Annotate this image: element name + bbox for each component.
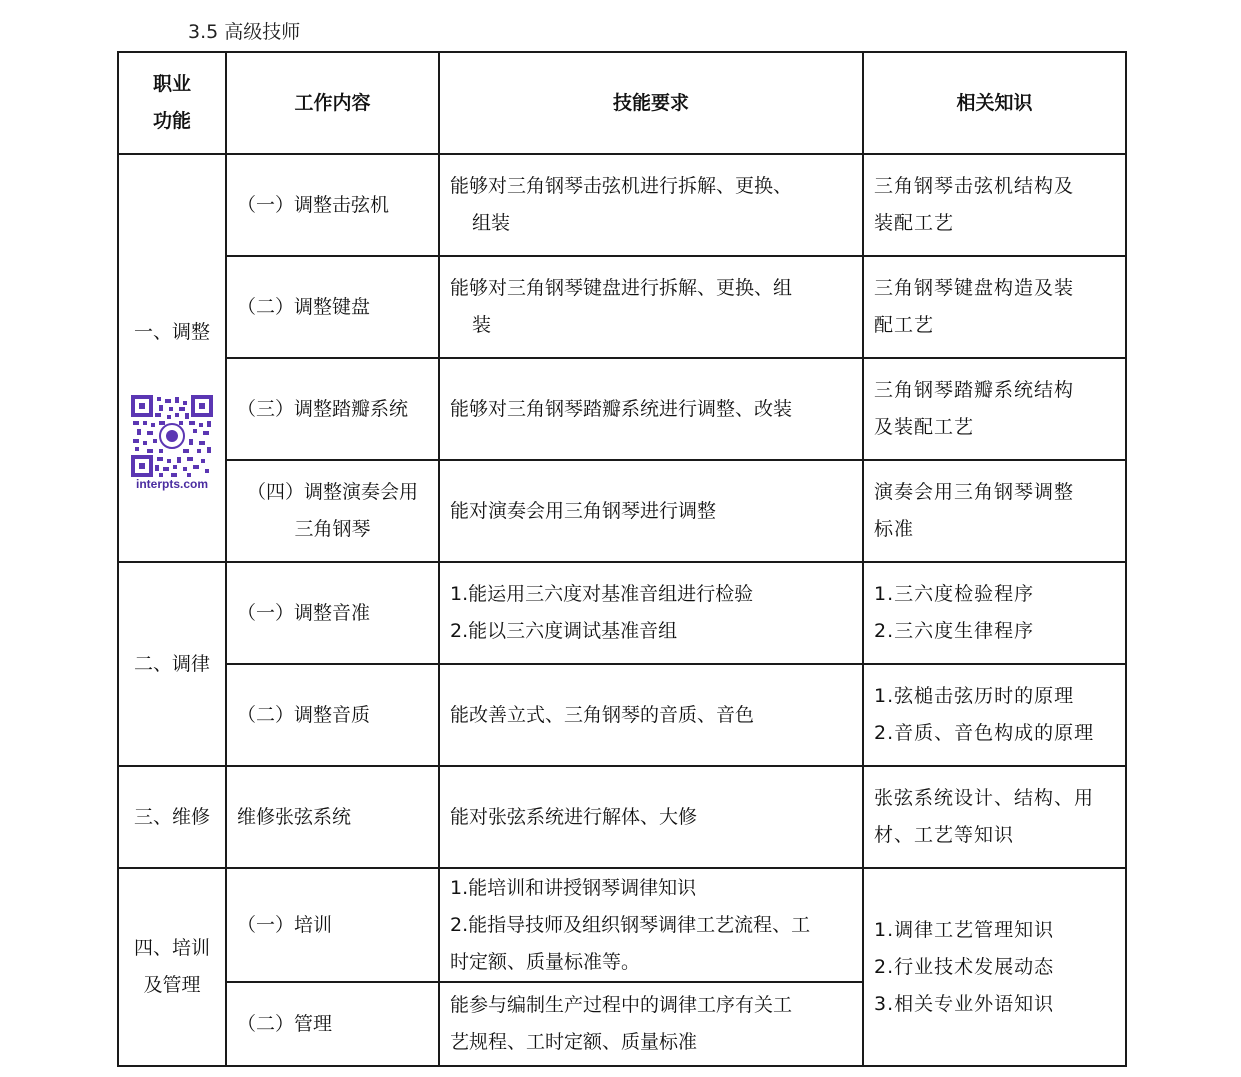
- content-cell: （二）调整键盘: [226, 256, 439, 358]
- table-row: [118, 154, 1126, 256]
- content-cell: （三）调整踏瓣系统: [226, 358, 439, 460]
- knowledge-cell: 1.三六度检验程序 2.三六度生律程序: [863, 562, 1126, 664]
- table-row: [118, 664, 1126, 766]
- content-cell: （一）培训: [226, 868, 439, 982]
- skill-cell: 能够对三角钢琴踏瓣系统进行调整、改装: [439, 358, 863, 460]
- content-cell: （一）调整击弦机: [226, 154, 439, 256]
- skill-cell: 1.能运用三六度对基准音组进行检验 2.能以三六度调试基准音组: [439, 562, 863, 664]
- section-title: 3.5 高级技师: [188, 21, 301, 43]
- header-function: 职业 功能: [118, 52, 226, 154]
- function-cell: 二、调律: [118, 562, 226, 766]
- header-content: 工作内容: [226, 52, 439, 154]
- table-row: [118, 256, 1126, 358]
- table-row: [118, 358, 1126, 460]
- qr-code-watermark: [130, 395, 214, 491]
- function-cell: 三、维修: [118, 766, 226, 868]
- table-row: [118, 766, 1126, 868]
- knowledge-cell: 张弦系统设计、结构、用 材、工艺等知识: [863, 766, 1126, 868]
- content-cell: （二）管理: [226, 982, 439, 1066]
- function-cell: 四、培训 及管理: [118, 868, 226, 1066]
- skill-cell: 1.能培训和讲授钢琴调律知识 2.能指导技师及组织钢琴调律工艺流程、工 时定额、质量标准等。: [439, 868, 863, 982]
- skill-cell: 能够对三角钢琴键盘进行拆解、更换、组 装: [439, 256, 863, 358]
- header-skill: 技能要求: [439, 52, 863, 154]
- skill-cell: 能改善立式、三角钢琴的音质、音色: [439, 664, 863, 766]
- knowledge-cell: 1.调律工艺管理知识 2.行业技术发展动态 3.相关专业外语知识: [863, 868, 1126, 1066]
- skill-cell: 能参与编制生产过程中的调律工序有关工 艺规程、工时定额、质量标准: [439, 982, 863, 1066]
- table-row: [118, 868, 1126, 982]
- knowledge-cell: 三角钢琴踏瓣系统结构 及装配工艺: [863, 358, 1126, 460]
- knowledge-cell: 演奏会用三角钢琴调整 标准: [863, 460, 1126, 562]
- skill-cell: 能够对三角钢琴击弦机进行拆解、更换、 组装: [439, 154, 863, 256]
- qr-caption: interpts.com: [135, 476, 208, 491]
- knowledge-cell: 1.弦槌击弦历时的原理 2.音质、音色构成的原理: [863, 664, 1126, 766]
- skill-cell: 能对演奏会用三角钢琴进行调整: [439, 460, 863, 562]
- content-cell: （四）调整演奏会用 三角钢琴: [226, 460, 439, 562]
- table-row: [118, 460, 1126, 562]
- content-cell: （一）调整音准: [226, 562, 439, 664]
- knowledge-cell: 三角钢琴键盘构造及装 配工艺: [863, 256, 1126, 358]
- function-cell: 一、调整 interpts.com: [118, 154, 226, 562]
- header-knowledge: 相关知识: [863, 52, 1126, 154]
- qr-code-icon: [131, 395, 213, 477]
- knowledge-cell: 三角钢琴击弦机结构及 装配工艺: [863, 154, 1126, 256]
- skills-table: [117, 51, 1127, 1067]
- header-row: [118, 52, 1126, 154]
- content-cell: 维修张弦系统: [226, 766, 439, 868]
- skill-cell: 能对张弦系统进行解体、大修: [439, 766, 863, 868]
- content-cell: （二）调整音质: [226, 664, 439, 766]
- table-row: [118, 562, 1126, 664]
